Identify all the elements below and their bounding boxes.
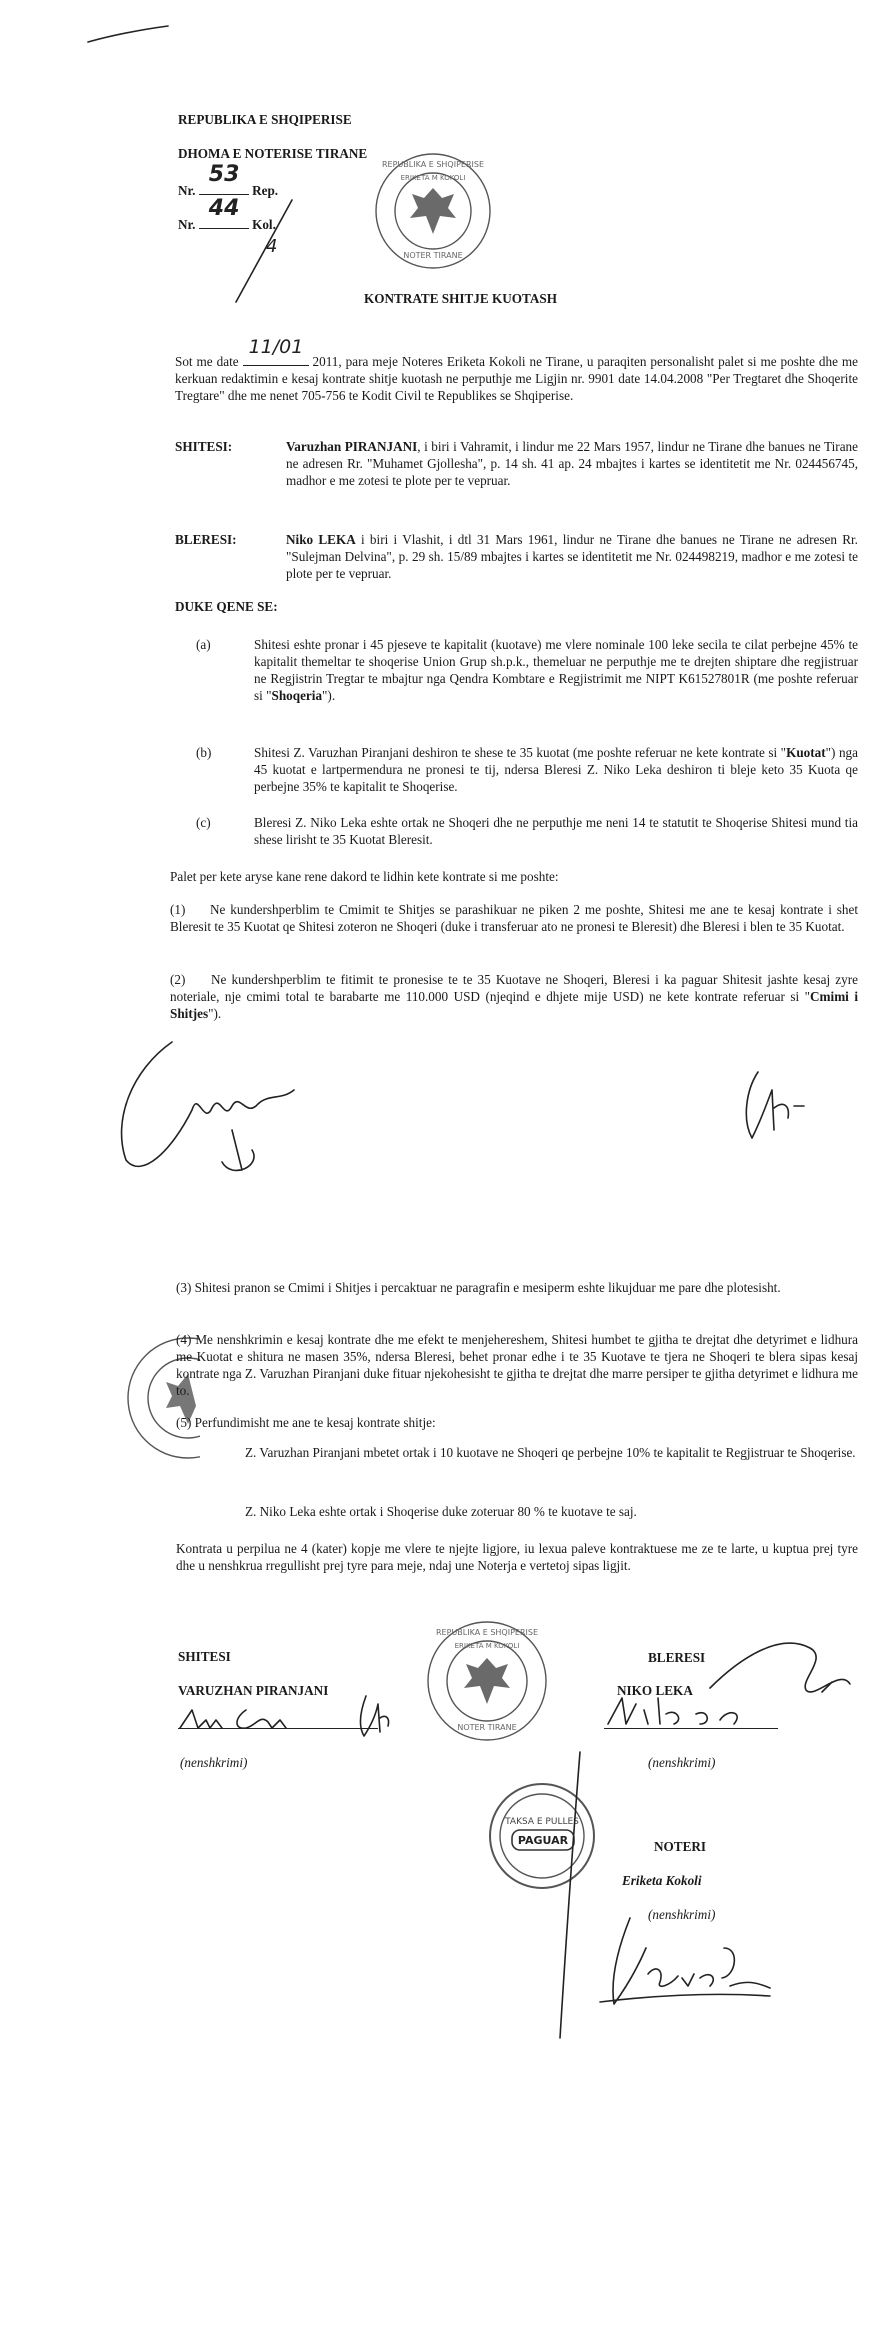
clause-2-bold: Cmimi i Shitjes [170, 989, 858, 1021]
clause-4: (4) Me nenshkrimin e kesaj kontrate dhe me efekt te menjehereshem, Shitesi humbet te gjitha te drejtat dhe detyrimet e lidhura me Kuotat e shitura ne masen 35%, ndersa Bleresi, behet pronar edhe i te 35 Kuotave te tjera ne Shoqeri te blera sipas kesaj kontrate nga Z. Varuzhan Piranjani duke fituar njekohesisht te gjitha te drejtat dhe marre persiper te gjitha detyrimet e lidhura me to. [176, 1332, 858, 1398]
clause-1-label: (1) [170, 902, 186, 917]
clause-5-line-1: Z. Varuzhan Piranjani mbetet ortak i 10 kuotave ne Shoqeri qe perbejne 10% te kapitalit te Regjistruar te Shoqerise. [245, 1445, 856, 1460]
seller-signature-name: VARUZHAN PIRANJANI [178, 1683, 329, 1698]
whereas-text-b: ") nga 45 kuotat e lartpermendura ne pronesi te tij, ndersa Bleresi Z. Niko Leka deshiron ti bleje keto 35 Kuota qe perbejne 35% te kapitalit te Shoqerise. [254, 745, 858, 794]
document-page-2 [0, 1188, 896, 2332]
rep-label: Rep. [252, 183, 279, 198]
buyer-text: i biri i Vlashit, i dtl 31 Mars 1961, lindur ne Tirane dhe banues ne Tirane ne adresen Rr. "Sulejman Delvina", p. 29 sh. 15/89 mbajtes i kartes se identitetit me Nr. 024498219, madhor e me zotesi te plote per te vepruar. [286, 532, 858, 581]
date-blank [243, 336, 309, 366]
seller-name: Varuzhan PIRANJANI [286, 439, 418, 454]
nr-label: Nr. [178, 183, 196, 198]
buyer-signature-label: BLERESI [648, 1650, 706, 1665]
whereas-text-a: Shitesi eshte pronar i 45 pjeseve te kapitalit (kuotave) me vlere nominale 100 leke secila te cilat perbejne 45% te kapitalit themeltar te shoqerise Union Grup sh.p.k., themeluar ne perputhje me te drejten shiptare dhe regjistruar ne Regjistrin Tregtar te mbajtur nga Qendra Kombtare e Regjistrimit me NIPT K61527801R (me poshte referuar si " [254, 637, 858, 703]
clause-2-label: (2) [170, 972, 186, 987]
whereas-text [254, 744, 858, 795]
document-title: KONTRATE SHITJE KUOTASH [364, 291, 557, 306]
date-handwritten: 11/01 [248, 336, 304, 358]
buyer-signature-name: NIKO LEKA [617, 1683, 693, 1698]
buyer-signature-page1 [728, 1060, 828, 1150]
whereas-label: (c) [196, 815, 211, 830]
whereas-bold: Shoqeria [271, 688, 323, 703]
whereas-item [196, 636, 858, 726]
republic-heading: REPUBLIKA E SHQIPERISE [178, 112, 352, 127]
buyer-details [286, 531, 858, 582]
seller-signature [176, 1692, 416, 1742]
whereas-text-a: Shitesi Z. Varuzhan Piranjani deshiron te shese te 35 kuotat (me poshte referuar ne kete kontrate si " [254, 745, 787, 760]
buyer-name: Niko LEKA [286, 532, 356, 547]
intro-prefix: Sot me date [175, 354, 239, 369]
clause-2-text-a: Ne kundershperblim te fitimit te pronesise te te 35 Kuotave ne Shoqeri, Bleresi i ka paguar Shitesit jashte kesaj zyre noteriale, nje cmimi total te barabarte me 110.000 USD (njeqind e dhjete mije USD) ne kete kontrate referuar si " [170, 972, 858, 1004]
seal-text-top: REPUBLIKA E SHQIPERISE [436, 1628, 538, 1637]
notary-seal-stamp [372, 150, 494, 272]
seller-signature-caption: (nenshkrimi) [180, 1755, 248, 1770]
nr-label-2: Nr. [178, 217, 196, 232]
tax-stamp-line-1: TAKSA E PULLES [505, 1817, 579, 1827]
tax-stamp-line-2: PAGUAR [517, 1834, 569, 1847]
closing-paragraph: Kontrata u perpilua ne 4 (kater) kopje me vlere te njejte ligjore, iu lexua paleve kontraktuese me ze te larte, u kuptua prej tyre dhe u nenshkrua rregullisht prej tyre para meje, ndaj une Noterja e vertetoj sipas ligjit. [176, 1541, 858, 1573]
clause-2-text-b: "). [208, 1006, 222, 1021]
whereas-item [196, 814, 858, 854]
whereas-label: (a) [196, 637, 211, 652]
notary-signature-caption: (nenshkrimi) [648, 1907, 716, 1922]
clause-2 [170, 971, 858, 1022]
seller-text: , i biri i Vahramit, i lindur me 22 Mars 1957, lindur ne Tirane dhe banues ne Tirane ne adresen Rr. "Muhamet Gjollesha", p. 14 sh. 41 ap. 24 mbajtes i kartes se identitetit me Nr. 024456745, madhor e me zotesi te plote per te vepruar. [286, 439, 859, 488]
whereas-text-b: "). [322, 688, 336, 703]
pen-mark [84, 20, 174, 50]
intro-paragraph [175, 336, 859, 404]
agreement-intro: Palet per kete aryse kane rene dakord te lidhin kete kontrate si me poshte: [170, 869, 559, 884]
seller-signature-label: SHITESI [178, 1649, 231, 1664]
seller-details [286, 438, 858, 489]
kol-extra-handwritten: 4 [266, 236, 278, 257]
clause-5-line-2: Z. Niko Leka eshte ortak i Shoqerise duke zoteruar 80 % te kuotave te saj. [245, 1504, 637, 1519]
kol-number-handwritten: 44 [208, 196, 240, 221]
notary-signature [560, 1878, 780, 2018]
seal-text-mid: ERIKETA M KOKOLI [400, 174, 466, 182]
seal-text-bottom: NOTER TIRANE [457, 1723, 517, 1732]
whereas-text [254, 814, 858, 848]
notary-seal-stamp [424, 1618, 550, 1744]
notary-signature-label: NOTERI [654, 1839, 707, 1854]
clause-1 [170, 901, 858, 935]
whereas-label: (b) [196, 745, 212, 760]
clause-3: (3) Shitesi pranon se Cmimi i Shitjes i percaktuar ne paragrafin e mesiperm eshte likujduar me pare dhe plotesisht. [176, 1280, 781, 1295]
notary-signature-name: Eriketa Kokoli [622, 1873, 702, 1888]
seller-label: SHITESI: [175, 439, 233, 454]
buyer-label: BLERESI: [175, 532, 237, 547]
whereas-text [254, 636, 858, 704]
intro-rest: 2011, para meje Noteres Eriketa Kokoli ne Tirane, u paraqiten personalisht palet si me poshte dhe me kerkuan redaktimin e kesaj kontrate shitje kuotash ne perputhje me Ligjin nr. 9901 date 14.04.2008 "Per Tregtaret dhe Shoqerite Tregtare" dhe me nenet 705-756 te Kodit Civil te Republikes se Shqiperise. [175, 354, 859, 403]
rep-number-handwritten: 53 [208, 162, 240, 187]
seller-signature-page1 [112, 1030, 332, 1180]
whereas-item [196, 744, 858, 804]
whereas-heading: DUKE QENE SE: [175, 599, 278, 614]
chamber-heading: DHOMA E NOTERISE TIRANE [178, 146, 368, 161]
handwritten-slash [224, 192, 304, 312]
buyer-signature-caption: (nenshkrimi) [648, 1755, 716, 1770]
seal-text-bottom: NOTER TIRANE [403, 251, 463, 260]
seal-text-mid: ERIKETA M KOKOLI [454, 1642, 520, 1650]
clause-1-text: Ne kundershperblim te Cmimit te Shitjes se parashikuar ne piken 2 me poshte, Shitesi me ane te kesaj kontrate i shet Bleresit te 35 Kuotat qe Shitesi zoteron ne Shoqeri (duke i transferuar ato ne pronesi te Bleresit) dhe Bleresi i blen te 35 Kuotat. [170, 902, 859, 934]
seal-text-top: REPUBLIKA E SHQIPERISE [382, 160, 484, 169]
clause-5-intro: (5) Perfundimisht me ane te kesaj kontrate shitje: [176, 1415, 436, 1430]
whereas-bold: Kuotat [786, 745, 826, 760]
kol-label: Kol. [252, 217, 276, 232]
whereas-text-a: Bleresi Z. Niko Leka eshte ortak ne Shoqeri dhe ne perputhje me neni 14 te statutit te Shoqerise Shitesi mund tia shese lirisht te 35 Kuotat Bleresit. [254, 815, 858, 847]
buyer-signature [600, 1628, 860, 1738]
